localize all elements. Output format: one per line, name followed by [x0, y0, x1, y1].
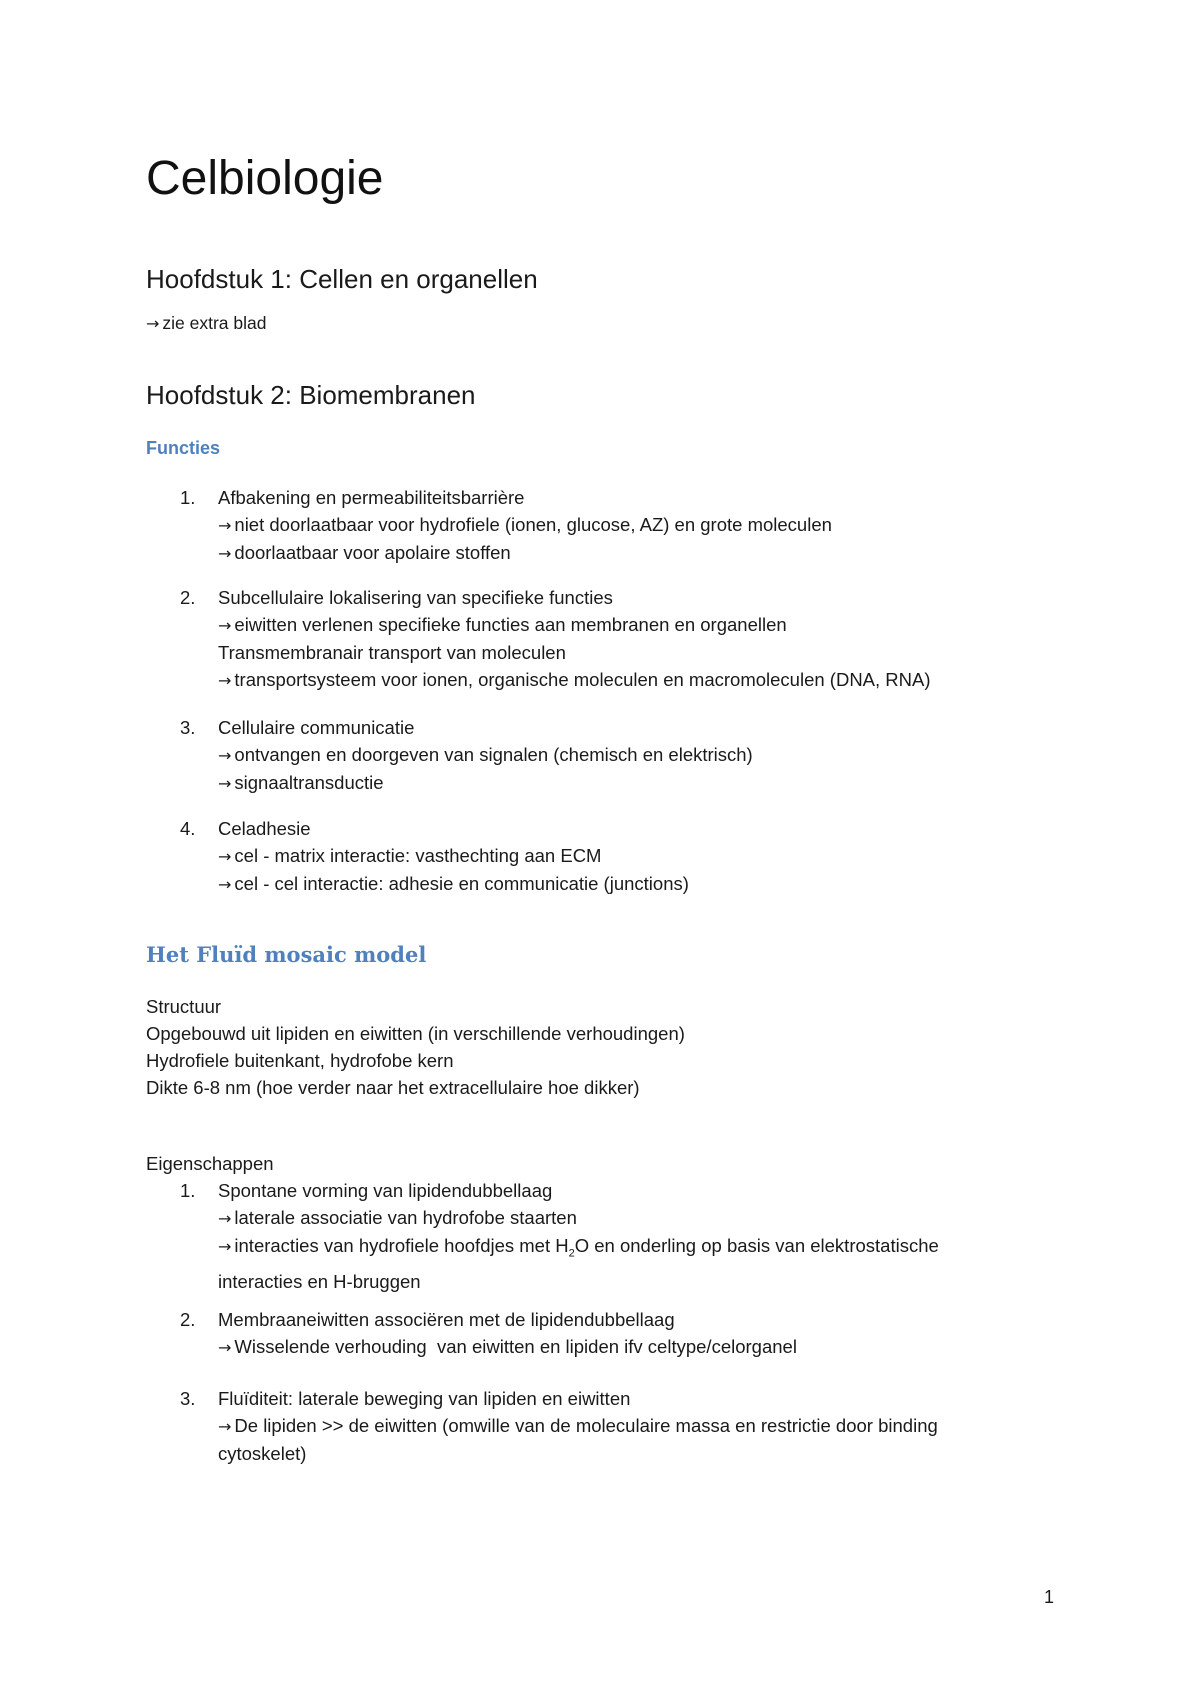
document-title: Celbiologie — [146, 152, 384, 205]
item-line: → Wisselende verhouding van eiwitten en lipiden ifv celtype/celorganel — [218, 1336, 797, 1357]
item-line: → De lipiden >> de eiwitten (omwille van de moleculaire massa en restrictie door binding — [218, 1415, 938, 1436]
arrow-icon: → — [218, 875, 232, 894]
item-line: → interacties van hydrofiele hoofdjes met $H_2O$ en onderling op basis van elektrostatische — [218, 1235, 939, 1260]
item-line: → doorlaatbaar voor apolaire stoffen — [218, 542, 511, 563]
item-title: Subcellulaire lokalisering van specifieke functies — [218, 587, 613, 608]
list-number: 3. — [180, 1388, 196, 1409]
item-line: → laterale associatie van hydrofobe staarten — [218, 1207, 577, 1228]
functie-item-3 — [180, 714, 1080, 797]
item-line-continued: cytoskelet) — [218, 1443, 307, 1464]
eigenschap-item-1 — [180, 1177, 1080, 1295]
structuur-line: Opgebouwd uit lipiden en eiwitten (in verschillende verhoudingen) — [146, 1023, 685, 1044]
item-line: → niet doorlaatbaar voor hydrofiele (ionen, glucose, AZ) en grote moleculen — [218, 514, 832, 535]
structuur-block — [146, 993, 685, 1101]
chapter-1-note — [146, 311, 267, 336]
chapter-2-heading: Hoofdstuk 2: Biomembranen — [146, 380, 476, 410]
subscript: 2 — [568, 1247, 575, 1260]
arrow-icon: → — [218, 671, 232, 690]
item-line-continued: interacties en H-bruggen — [218, 1270, 421, 1292]
item-line: → eiwitten verlenen specifieke functies aan membranen en organellen — [218, 614, 787, 635]
item-title: Cellulaire communicatie — [218, 717, 415, 738]
item-title: Afbakening en permeabiliteitsbarrière — [218, 487, 525, 508]
list-number: 4. — [180, 818, 196, 839]
chapter-1-heading: Hoofdstuk 1: Cellen en organellen — [146, 264, 538, 294]
arrow-icon: → — [218, 1338, 232, 1357]
item-title: Spontane vorming van lipidendubbellaag — [218, 1180, 553, 1201]
structuur-label: Structuur — [146, 996, 222, 1017]
arrow-icon: → — [218, 1209, 232, 1228]
list-number: 1. — [180, 487, 196, 508]
arrow-icon: → — [146, 314, 160, 333]
eigenschappen-label: Eigenschappen — [146, 1153, 274, 1174]
item-line: → cel - cel interactie: adhesie en communicatie (junctions) — [218, 873, 689, 894]
arrow-icon: → — [218, 1237, 232, 1256]
eigenschap-item-2 — [180, 1306, 1080, 1361]
structuur-line: Hydrofiele buitenkant, hydrofobe kern — [146, 1050, 454, 1071]
page-number: 1 — [1044, 1587, 1055, 1607]
item-line: → signaaltransductie — [218, 772, 384, 793]
arrow-icon: → — [218, 1417, 232, 1436]
list-number: 2. — [180, 587, 196, 608]
item-line: → transportsysteem voor ionen, organische moleculen en macromoleculen (DNA, RNA) — [218, 669, 931, 690]
item-subtitle: Transmembranair transport van moleculen — [218, 642, 566, 663]
chapter-1-note-text: zie extra blad — [162, 313, 267, 333]
functie-item-2 — [180, 584, 1080, 694]
arrow-icon: → — [218, 774, 232, 793]
functie-item-1 — [180, 484, 1080, 567]
item-line: → cel - matrix interactie: vasthechting aan ECM — [218, 845, 602, 866]
functie-item-4 — [180, 815, 1080, 898]
functies-heading: Functies — [146, 438, 221, 458]
fluid-mosaic-heading: Het Fluïd mosaic model — [146, 942, 427, 967]
item-title: Fluïditeit: laterale beweging van lipiden en eiwitten — [218, 1388, 631, 1409]
arrow-icon: → — [218, 847, 232, 866]
arrow-icon: → — [218, 616, 232, 635]
item-line: → ontvangen en doorgeven van signalen (chemisch en elektrisch) — [218, 744, 753, 765]
list-number: 3. — [180, 717, 196, 738]
arrow-icon: → — [218, 516, 232, 535]
arrow-icon: → — [218, 746, 232, 765]
arrow-icon: → — [218, 544, 232, 563]
item-title: Celadhesie — [218, 818, 311, 839]
eigenschap-item-3 — [180, 1385, 1080, 1467]
list-number: 2. — [180, 1309, 196, 1330]
list-number: 1. — [180, 1180, 196, 1201]
item-title: Membraaneiwitten associëren met de lipidendubbellaag — [218, 1309, 675, 1330]
structuur-line: Dikte 6-8 nm (hoe verder naar het extracellulaire hoe dikker) — [146, 1077, 640, 1098]
